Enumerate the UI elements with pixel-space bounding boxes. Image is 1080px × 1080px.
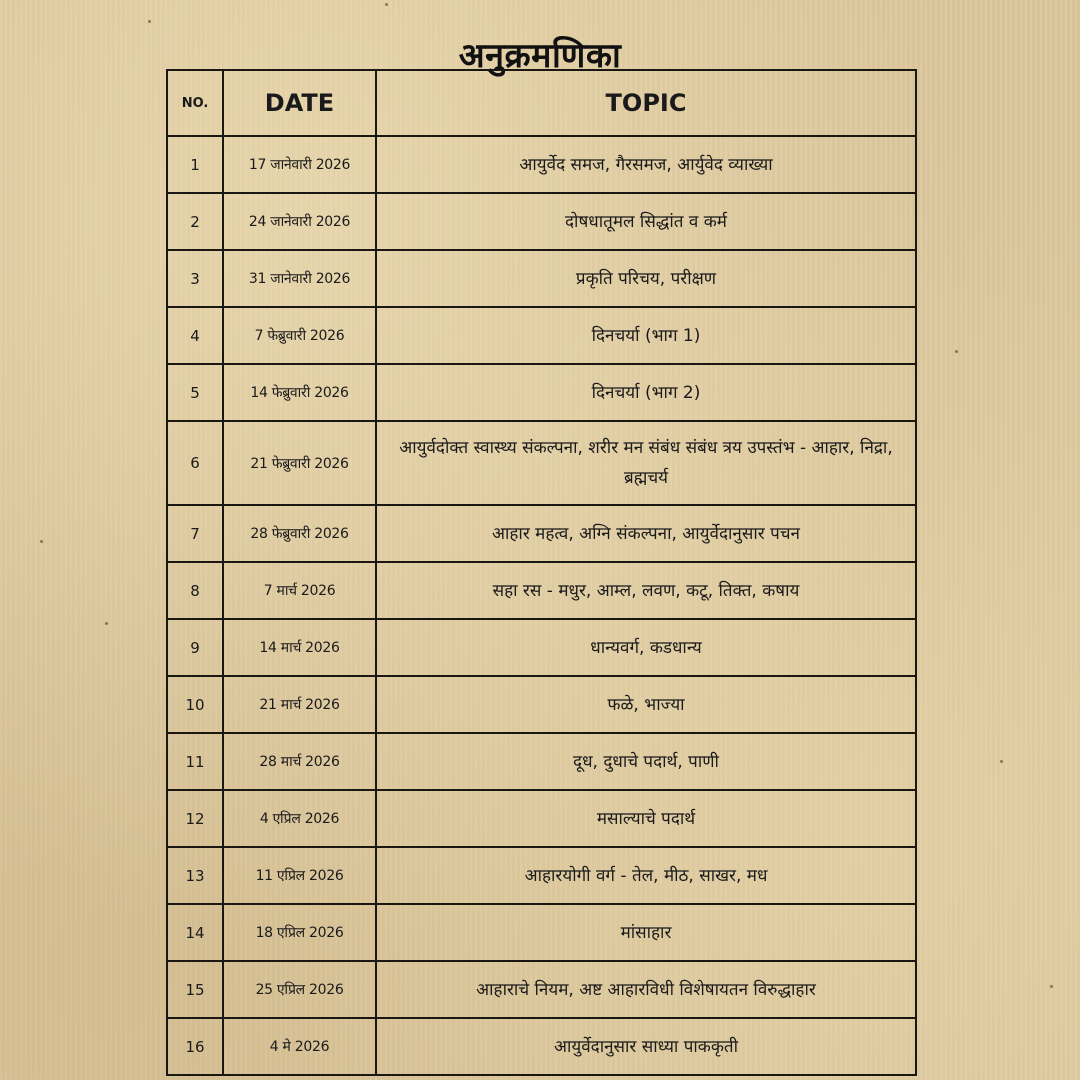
row-no: 11 [167,733,223,790]
table-row [167,733,916,790]
row-no: 2 [167,193,223,250]
row-no: 5 [167,364,223,421]
row-topic: दिनचर्या (भाग 2) [376,364,916,421]
paper-speck [385,3,388,6]
row-topic: आहार महत्व, अग्नि संकल्पना, आयुर्वेदानुसार पचन [376,505,916,562]
row-date: 14 मार्च 2026 [223,619,376,676]
header-date: DATE [223,70,376,136]
row-no: 15 [167,961,223,1018]
row-topic: फळे, भाज्या [376,676,916,733]
row-date: 28 मार्च 2026 [223,733,376,790]
row-no: 6 [167,421,223,505]
row-no: 14 [167,904,223,961]
table-row [167,847,916,904]
row-no: 1 [167,136,223,193]
row-no: 3 [167,250,223,307]
row-topic: आहाराचे नियम, अष्ट आहारविधी विशेषायतन विरुद्धाहार [376,961,916,1018]
table-row [167,193,916,250]
paper-speck [955,350,958,353]
row-topic: प्रकृति परिचय, परीक्षण [376,250,916,307]
row-date: 4 एप्रिल 2026 [223,790,376,847]
header-topic: TOPIC [376,70,916,136]
table-row [167,364,916,421]
row-no: 8 [167,562,223,619]
row-date: 21 मार्च 2026 [223,676,376,733]
paper-speck [1050,985,1053,988]
row-no: 16 [167,1018,223,1075]
paper-speck [148,20,151,23]
row-date: 24 जानेवारी 2026 [223,193,376,250]
row-no: 9 [167,619,223,676]
paper-speck [40,540,43,543]
row-no: 7 [167,505,223,562]
row-topic: दूध, दुधाचे पदार्थ, पाणी [376,733,916,790]
row-no: 13 [167,847,223,904]
paper-speck [105,622,108,625]
row-date: 7 फेब्रुवारी 2026 [223,307,376,364]
row-date: 31 जानेवारी 2026 [223,250,376,307]
table-row [167,619,916,676]
row-date: 17 जानेवारी 2026 [223,136,376,193]
row-topic: आयुर्वदोक्त स्वास्थ्य संकल्पना, शरीर मन संबंध संबंध त्रय उपस्तंभ - आहार, निद्रा, ब्रह्मचर्य [376,421,916,505]
index-table [166,69,917,1076]
row-date: 21 फेब्रुवारी 2026 [223,421,376,505]
table-row [167,505,916,562]
row-no: 4 [167,307,223,364]
row-no: 10 [167,676,223,733]
table-header-row [167,70,916,136]
table-row [167,961,916,1018]
row-topic: मांसाहार [376,904,916,961]
table-row [167,676,916,733]
header-no: NO. [167,70,223,136]
page-title: अनुक्रमणिका [458,35,622,76]
row-topic: आयुर्वेदानुसार साध्या पाककृती [376,1018,916,1075]
table-row [167,250,916,307]
table-row [167,307,916,364]
row-date: 11 एप्रिल 2026 [223,847,376,904]
table-row [167,421,916,505]
row-date: 28 फेब्रुवारी 2026 [223,505,376,562]
row-topic: आहारयोगी वर्ग - तेल, मीठ, साखर, मध [376,847,916,904]
row-topic: दिनचर्या (भाग 1) [376,307,916,364]
row-date: 14 फेब्रुवारी 2026 [223,364,376,421]
row-topic: मसाल्याचे पदार्थ [376,790,916,847]
table-row [167,562,916,619]
table-row [167,136,916,193]
row-date: 7 मार्च 2026 [223,562,376,619]
row-no: 12 [167,790,223,847]
row-date: 18 एप्रिल 2026 [223,904,376,961]
row-topic: सहा रस - मधुर, आम्ल, लवण, कटू, तिक्त, कषाय [376,562,916,619]
table-row [167,1018,916,1075]
paper-speck [1000,760,1003,763]
row-topic: धान्यवर्ग, कडधान्य [376,619,916,676]
row-topic: आयुर्वेद समज, गैरसमज, आर्युवेद व्याख्या [376,136,916,193]
row-topic: दोषधातूमल सिद्धांत व कर्म [376,193,916,250]
table-row [167,904,916,961]
row-date: 4 मे 2026 [223,1018,376,1075]
table-row [167,790,916,847]
row-date: 25 एप्रिल 2026 [223,961,376,1018]
